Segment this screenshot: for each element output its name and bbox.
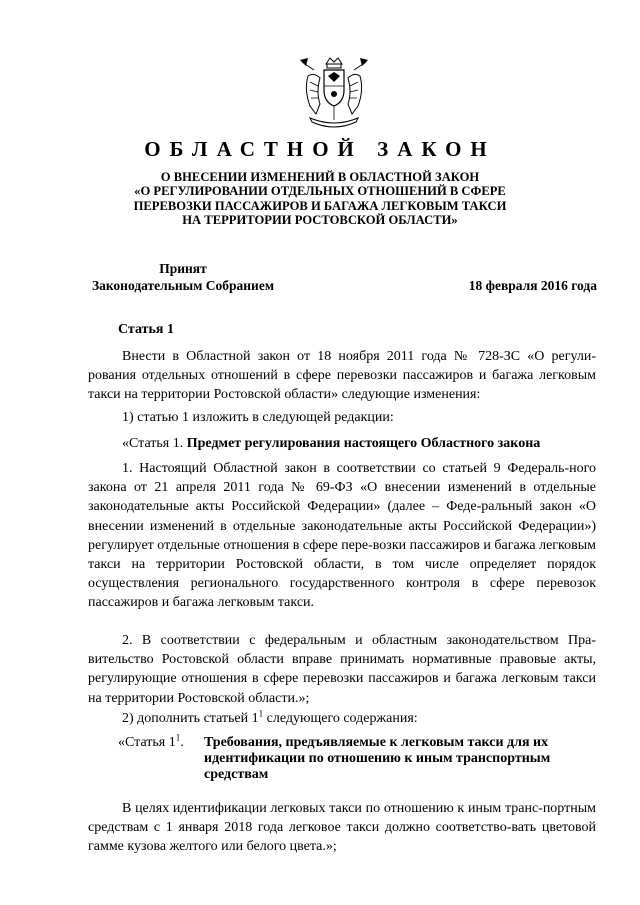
law-subtitle (110, 170, 530, 228)
list-item-1: 1) статью 1 изложить в следующей редакции: (122, 410, 394, 425)
document-title: ОБЛАСТНОЙ ЗАКОН (144, 137, 496, 161)
subtitle-line: «О РЕГУЛИРОВАНИИ ОТДЕЛЬНЫХ ОТНОШЕНИЙ В СФЕРЕ (134, 184, 506, 199)
list-item-2-text-end: следующего содержания: (263, 711, 418, 726)
list-item-2 (88, 709, 596, 728)
adoption-block (88, 261, 278, 294)
quoted-article-heading (88, 434, 596, 453)
quoted-article-title: Предмет регулирования настоящего Областного закона (186, 436, 541, 451)
paragraph-2: 2. В соответствии с федеральным и областным законодательством Пра-вительство Ростовской области вправе принимать нормативные правовые акты, регулирующие отношения в сфере перевозки пассажиров и багажа легковым такси на территории Ростовской области.»; (88, 633, 596, 706)
adoption-line-1: Принят (159, 261, 207, 276)
quoted-article-1-1-title: Требования, предъявляемые к легковым такси для их идентификации по отношению к иным транспортным средствам (204, 735, 551, 782)
rostov-oblast-coat-of-arms-icon (296, 56, 372, 130)
subtitle-line: ПЕРЕВОЗКИ ПАССАЖИРОВ И БАГАЖА ЛЕГКОВЫМ ТАКСИ (133, 198, 507, 213)
label-dot: . (180, 735, 184, 750)
subtitle-line: НА ТЕРРИТОРИИ РОСТОВСКОЙ ОБЛАСТИ» (182, 213, 458, 228)
subtitle-line: О ВНЕСЕНИИ ИЗМЕНЕНИЙ В ОБЛАСТНОЙ ЗАКОН (160, 170, 480, 184)
quoted-article-label: «Статья 1 (118, 735, 176, 750)
article-intro: Внести в Областной закон от 18 ноября 2011 года № 728-ЗС «О регули-рования отдельных отношений в сфере перевозки пассажиров и багажа легковым такси на территории Ростовской области» следующие изменения: (88, 349, 596, 403)
superscript: 1 (258, 708, 264, 719)
superscript: 1 (175, 732, 181, 743)
paragraph-3: В целях идентификации легковых такси по отношению к иным транс-портным средствам с 1 января 2018 года легковое такси должно соответство-вать цветовой гамме кузова желтого или белого цвета.»; (88, 801, 596, 855)
adoption-line-2: Законодательным Собранием (91, 277, 275, 293)
article-heading: Статья 1 (118, 322, 174, 337)
adoption-date: 18 февраля 2016 года (468, 278, 597, 293)
list-item-2-text: 2) дополнить статьей 1 (122, 711, 259, 726)
quoted-article-label: «Статья 1. (122, 436, 187, 451)
quoted-article-1-1-label (118, 732, 202, 751)
paragraph-1: 1. Настоящий Областной закон в соответствии со статьей 9 Федераль-ного закона от 21 апреля 2011 года № 69-ФЗ «О внесении изменений в отдельные законодательные акты Российской Федерации» (далее – Феде-ральный закон «О внесении изменений в отдельные законодательные акты Российской Федерации») регулирует отдельные отношения в сфере пере-возки пассажиров и багажа легковым такси на территории Ростовской области, в том числе определяет порядок осуществления регионального государственного контроля в сфере перевозок пассажиров и багажа легковым такси. (88, 461, 596, 611)
